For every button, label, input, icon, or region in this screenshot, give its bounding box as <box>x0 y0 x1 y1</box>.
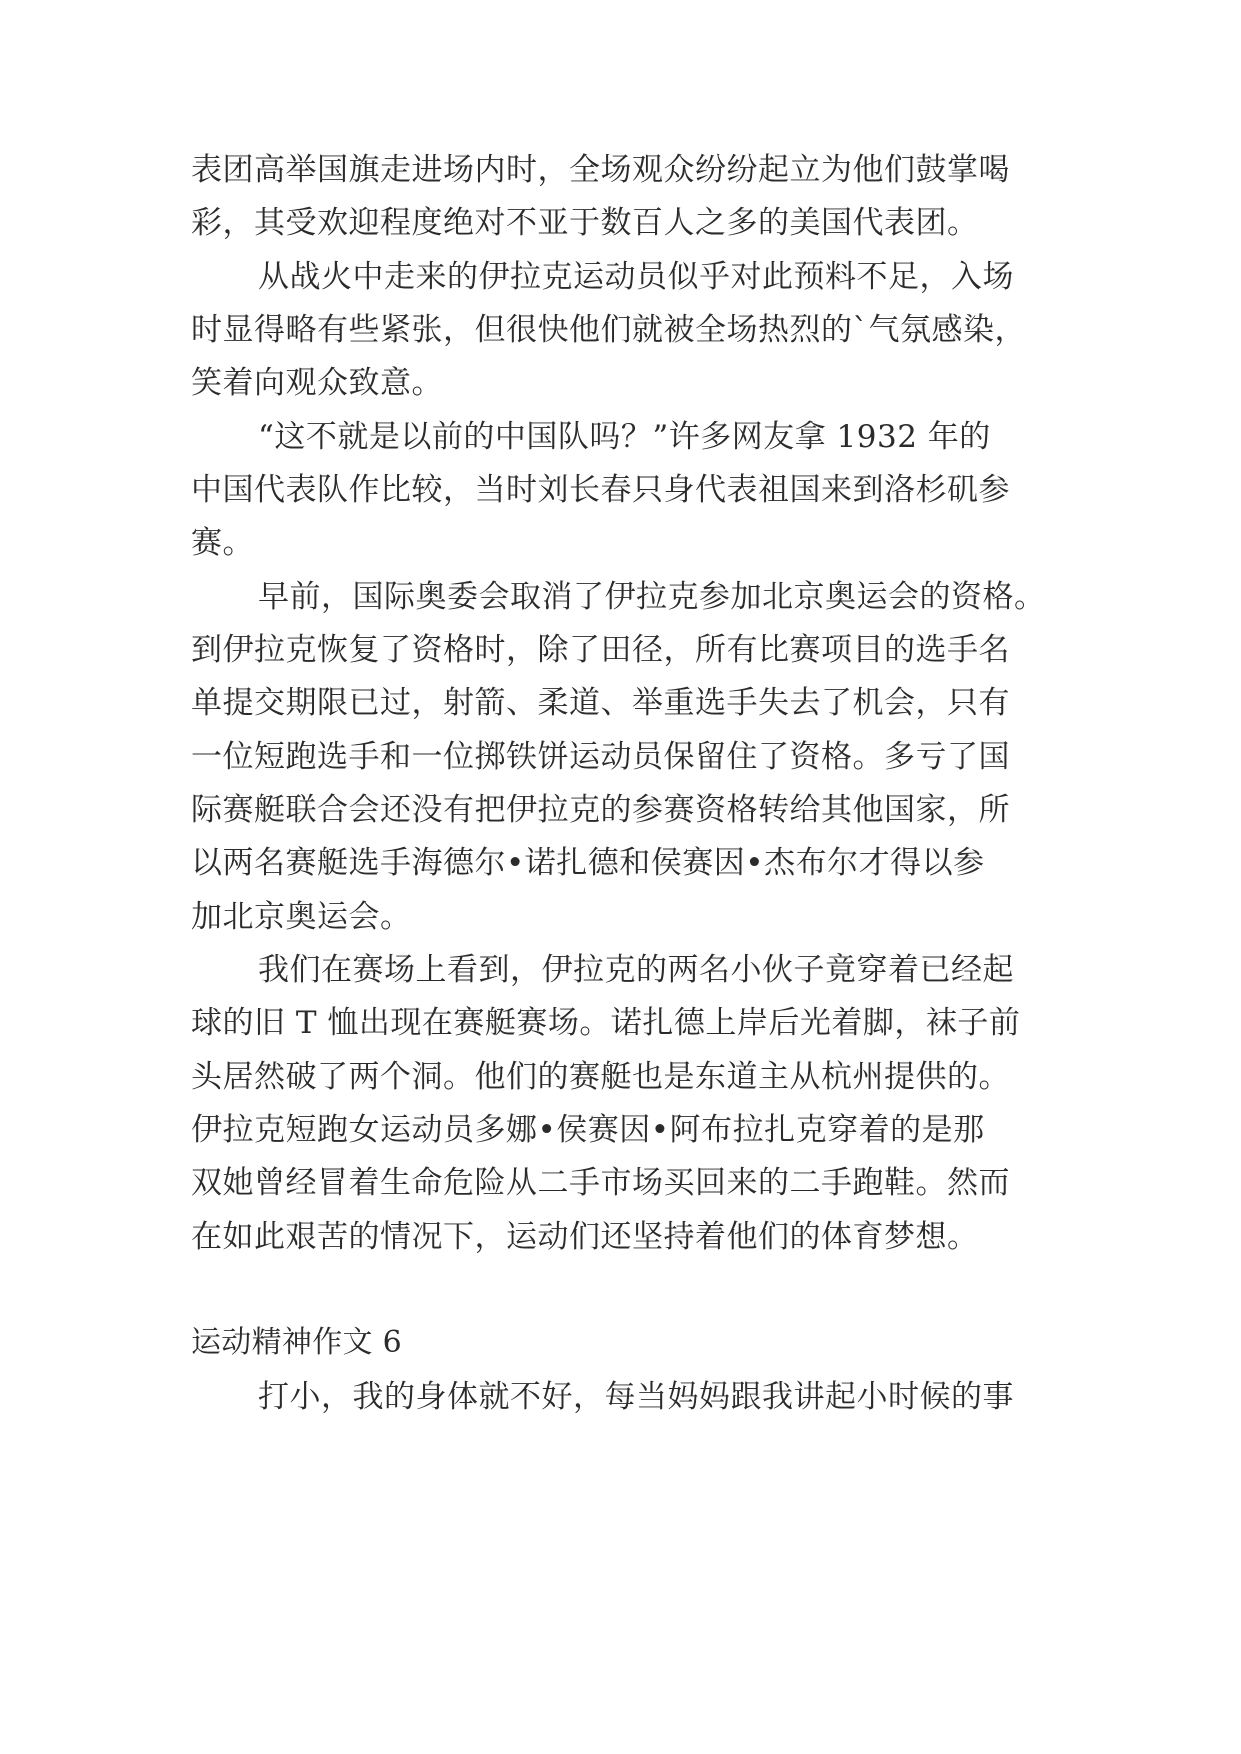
paragraph-first-line: 打小，我的身体就不好，每当妈妈跟我讲起小时候的事 <box>258 1379 1014 1415</box>
section-title: 运动精神作文 6 <box>191 1325 403 1360</box>
text-line: 球的旧 T 恤出现在赛艇赛场。诺扎德上岸后光着脚，袜子前 <box>191 1005 1021 1041</box>
paragraph-first-line: 早前，国际奥委会取消了伊拉克参加北京奥运会的资格。 <box>258 579 1046 615</box>
paragraph-first-line: 从战火中走来的伊拉克运动员似乎对此预料不足，入场 <box>258 259 1014 295</box>
text-line: 加北京奥运会。 <box>191 899 412 935</box>
text-line: 双她曾经冒着生命危险从二手市场买回来的二手跑鞋。然而 <box>191 1165 1010 1201</box>
text-line: 在如此艰苦的情况下，运动们还坚持着他们的体育梦想。 <box>191 1219 979 1255</box>
text-line: 一位短跑选手和一位掷铁饼运动员保留住了资格。多亏了国 <box>191 739 1010 775</box>
text-line: 中国代表队作比较，当时刘长春只身代表祖国来到洛杉矶参 <box>191 472 1010 508</box>
text-line: 际赛艇联合会还没有把伊拉克的参赛资格转给其他国家，所 <box>191 792 1010 828</box>
text-line: 彩，其受欢迎程度绝对不亚于数百人之多的美国代表团。 <box>191 205 979 241</box>
text-line: 单提交期限已过，射箭、柔道、举重选手失去了机会，只有 <box>191 685 1010 721</box>
text-line: 表团高举国旗走进场内时，全场观众纷纷起立为他们鼓掌喝 <box>191 152 1010 188</box>
paragraph-first-line: “这不就是以前的中国队吗？”许多网友拿 1932 年的 <box>258 419 991 455</box>
paragraph-first-line: 我们在赛场上看到，伊拉克的两名小伙子竟穿着已经起 <box>258 952 1014 988</box>
text-line: 时显得略有些紧张，但很快他们就被全场热烈的`气氛感染， <box>191 312 1026 348</box>
text-line: 头居然破了两个洞。他们的赛艇也是东道主从杭州提供的。 <box>191 1059 1010 1095</box>
text-line: 以两名赛艇选手海德尔•诺扎德和侯赛因•杰布尔才得以参 <box>191 845 985 881</box>
text-line: 赛。 <box>191 525 254 561</box>
text-line: 伊拉克短跑女运动员多娜•侯赛因•阿布拉扎克穿着的是那 <box>191 1112 985 1148</box>
text-line: 到伊拉克恢复了资格时，除了田径，所有比赛项目的选手名 <box>191 632 1010 668</box>
text-line: 笑着向观众致意。 <box>191 365 443 401</box>
